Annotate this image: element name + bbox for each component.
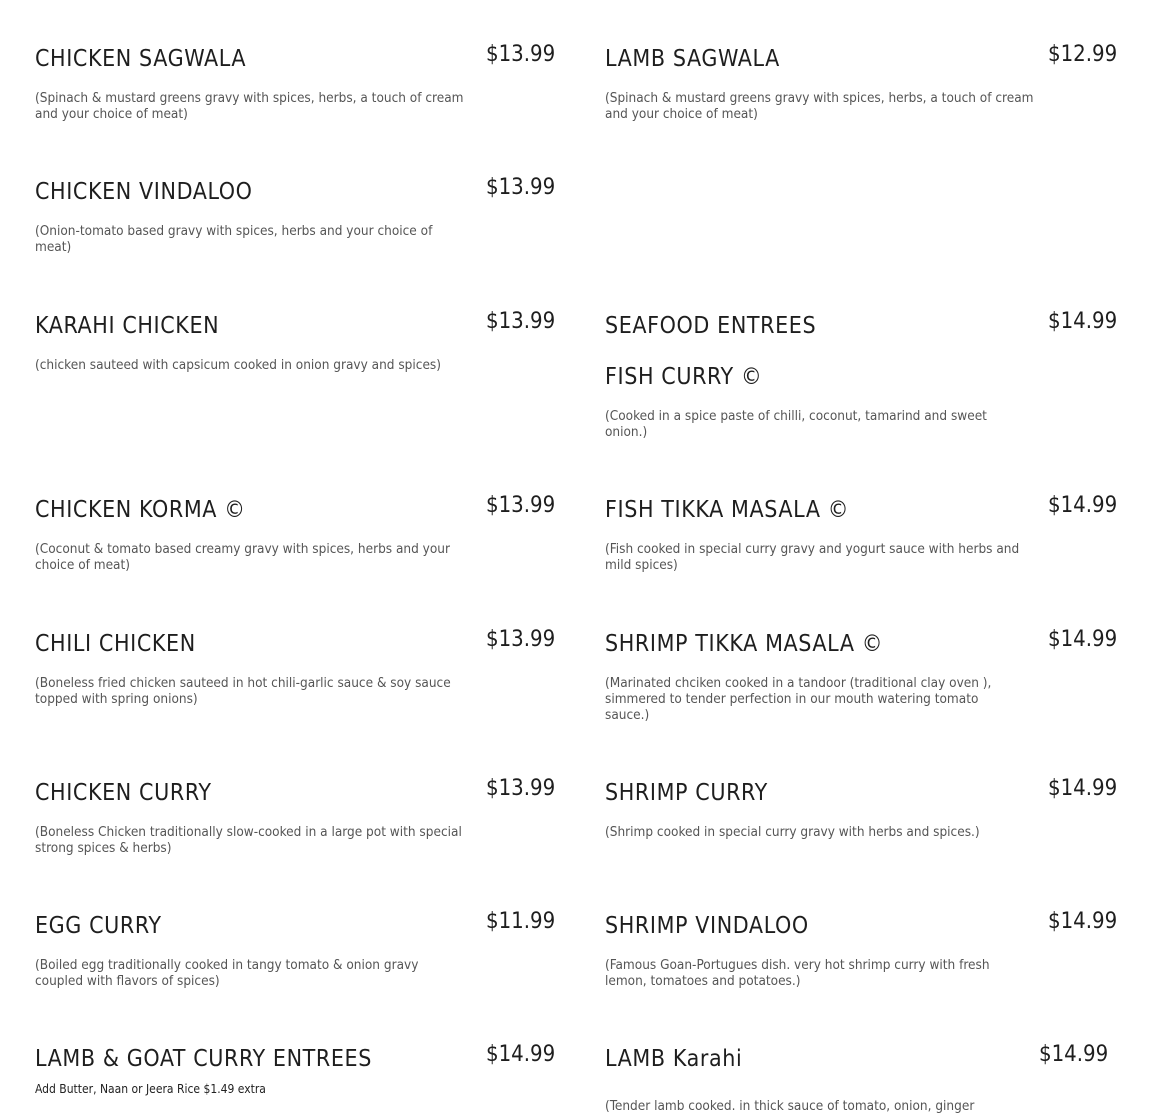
- dish-price: $13.99: [486, 627, 556, 652]
- dish-price: $14.99: [1048, 909, 1118, 934]
- dish-price: $13.99: [486, 42, 556, 67]
- dish-name: SHRIMP VINDALOO: [605, 913, 809, 939]
- dish-description: (Famous Goan-Portugues dish. very hot shrimp curry with fresh lemon, tomatoes and potatoes.): [605, 957, 990, 989]
- dish-description: (Marinated chciken cooked in a tandoor (traditional clay oven ), simmered to tender perfection in our mouth watering tomato sauce.): [605, 675, 992, 723]
- dish-price: $11.99: [486, 909, 556, 934]
- section-price: $14.99: [486, 1042, 556, 1067]
- dish-name: SHRIMP CURRY: [605, 780, 768, 806]
- dish-description: (Shrimp cooked in special curry gravy with herbs and spices.): [605, 824, 980, 840]
- dish-name: EGG CURRY: [35, 913, 162, 939]
- dish-price: $13.99: [486, 175, 556, 200]
- dish-description: (Boneless Chicken traditionally slow-cooked in a large pot with special strong spices & herbs): [35, 824, 462, 856]
- dish-price: $13.99: [486, 309, 556, 334]
- dish-name: CHICKEN KORMA ©: [35, 497, 246, 523]
- dish-name: SHRIMP TIKKA MASALA ©: [605, 631, 884, 657]
- dish-price: $14.99: [1048, 493, 1118, 518]
- section-note: Add Butter, Naan or Jeera Rice $1.49 extra: [35, 1082, 266, 1096]
- dish-price: $12.99: [1048, 42, 1118, 67]
- dish-name: FISH CURRY ©: [605, 364, 763, 390]
- section-title: SEAFOOD ENTREES: [605, 313, 817, 339]
- dish-description: (Fish cooked in special curry gravy and yogurt sauce with herbs and mild spices): [605, 541, 1020, 573]
- dish-name: LAMB SAGWALA: [605, 46, 780, 72]
- dish-price: $14.99: [1048, 627, 1118, 652]
- dish-price: $14.99: [1039, 1042, 1109, 1067]
- dish-name: CHICKEN VINDALOO: [35, 179, 253, 205]
- dish-price: $14.99: [1048, 309, 1118, 334]
- dish-description: (Spinach & mustard greens gravy with spices, herbs, a touch of cream and your choice of meat): [605, 90, 1034, 122]
- dish-name: KARAHI CHICKEN: [35, 313, 220, 339]
- dish-name: CHILI CHICKEN: [35, 631, 196, 657]
- dish-price: $13.99: [486, 776, 556, 801]
- dish-price: $14.99: [1048, 776, 1118, 801]
- dish-description: (chicken sauteed with capsicum cooked in onion gravy and spices): [35, 357, 441, 373]
- dish-name: CHICKEN SAGWALA: [35, 46, 247, 72]
- dish-description: (Tender lamb cooked. in thick sauce of tomato, onion, ginger: [605, 1098, 975, 1114]
- dish-description: (Spinach & mustard greens gravy with spices, herbs, a touch of cream and your choice of meat): [35, 90, 464, 122]
- dish-description: (Boneless fried chicken sauteed in hot chili-garlic sauce & soy sauce topped with spring onions): [35, 675, 451, 707]
- dish-name: FISH TIKKA MASALA ©: [605, 497, 850, 523]
- dish-description: (Coconut & tomato based creamy gravy with spices, herbs and your choice of meat): [35, 541, 450, 573]
- dish-description: (Cooked in a spice paste of chilli, coconut, tamarind and sweet onion.): [605, 408, 987, 440]
- dish-price: $13.99: [486, 493, 556, 518]
- dish-name: CHICKEN CURRY: [35, 780, 212, 806]
- dish-name: LAMB Karahi: [605, 1046, 743, 1072]
- dish-description: (Onion-tomato based gravy with spices, herbs and your choice of meat): [35, 223, 433, 255]
- dish-description: (Boiled egg traditionally cooked in tangy tomato & onion gravy coupled with flavors of spices): [35, 957, 419, 989]
- section-title: LAMB & GOAT CURRY ENTREES: [35, 1046, 372, 1072]
